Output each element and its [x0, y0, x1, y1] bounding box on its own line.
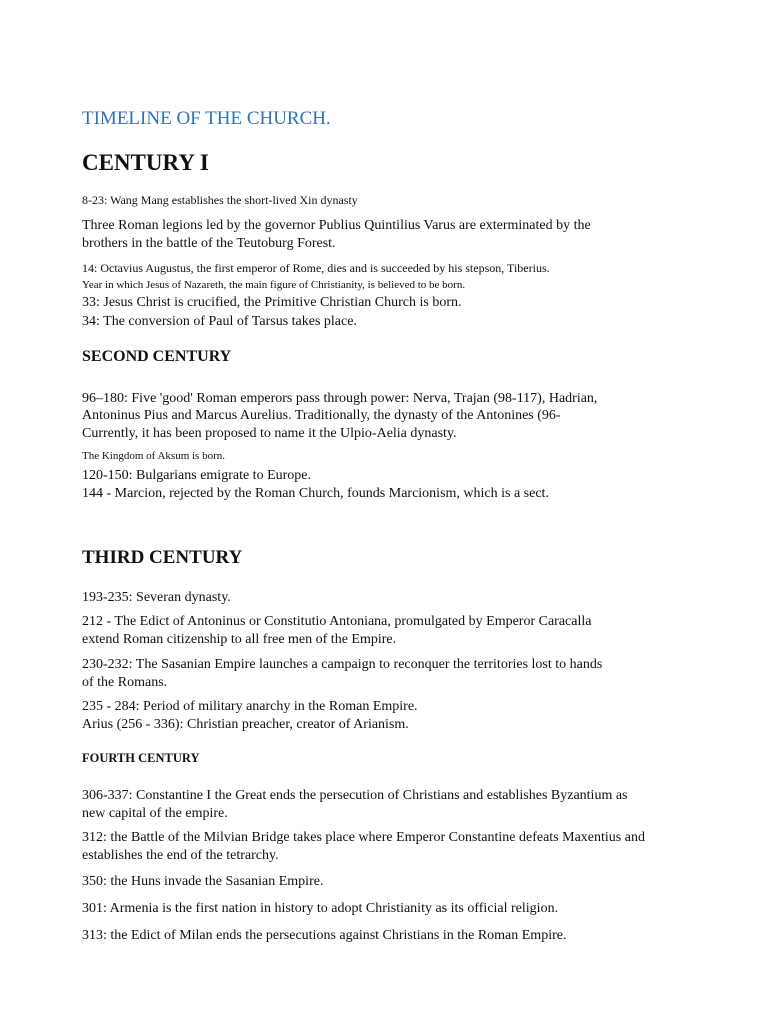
entry-235-284: 235 - 284: Period of military anarchy in the Roman Empire. — [82, 699, 418, 714]
entry-144: 144 - Marcion, rejected by the Roman Church, founds Marcionism, which is a sect. — [82, 486, 549, 501]
entry-306-337-line-1: 306-337: Constantine I the Great ends the persecution of Christians and establishes Byzantium as — [82, 788, 628, 803]
entry-varus-line-2: brothers in the battle of the Teutoburg Forest. — [82, 236, 336, 251]
entry-jesus-birth: Year in which Jesus of Nazareth, the main figure of Christianity, is believed to be born. — [82, 279, 466, 291]
entry-230-232-line-1: 230-232: The Sasanian Empire launches a campaign to reconquer the territories lost to hands — [82, 657, 603, 672]
entry-306-337-line-2: new capital of the empire. — [82, 806, 228, 821]
entry-34: 34: The conversion of Paul of Tarsus takes place. — [82, 314, 357, 329]
entry-varus-line-1: Three Roman legions led by the governor Publius Quintilius Varus are exterminated by the — [82, 218, 591, 233]
entry-312-line-1: 312: the Battle of the Milvian Bridge takes place where Emperor Constantine defeats Maxentius and — [82, 830, 645, 845]
entry-14: 14: Octavius Augustus, the first emperor of Rome, dies and is succeeded by his stepson, Tiberius. — [82, 261, 550, 275]
entry-8-23: 8-23: Wang Mang establishes the short-lived Xin dynasty — [82, 193, 358, 207]
entry-arius: Arius (256 - 336): Christian preacher, creator of Arianism. — [82, 717, 409, 732]
entry-96-180-line-1: 96–180: Five 'good' Roman emperors pass through power: Nerva, Trajan (98-117), Hadrian, — [82, 391, 598, 406]
document-title: TIMELINE OF THE CHURCH. — [82, 108, 331, 129]
entry-301: 301: Armenia is the first nation in history to adopt Christianity as its official religion. — [82, 901, 559, 916]
entry-312-line-2: establishes the end of the tetrarchy. — [82, 848, 279, 863]
heading-century-3: THIRD CENTURY — [82, 547, 243, 568]
entry-350: 350: the Huns invade the Sasanian Empire. — [82, 874, 324, 889]
entry-230-232-line-2: of the Romans. — [82, 675, 168, 690]
entry-96-180-line-2: Antoninus Pius and Marcus Aurelius. Traditionally, the dynasty of the Antonines (96- — [82, 408, 561, 423]
entry-120-150: 120-150: Bulgarians emigrate to Europe. — [82, 468, 311, 483]
entry-212-line-2: extend Roman citizenship to all free men of the Empire. — [82, 632, 397, 647]
entry-313: 313: the Edict of Milan ends the persecutions against Christians in the Roman Empire. — [82, 928, 567, 943]
heading-century-1: CENTURY I — [82, 150, 209, 175]
entry-212-line-1: 212 - The Edict of Antoninus or Constitutio Antoniana, promulgated by Emperor Caracalla — [82, 614, 592, 629]
entry-aksum: The Kingdom of Aksum is born. — [82, 450, 225, 462]
heading-century-4: FOURTH CENTURY — [82, 751, 200, 765]
heading-century-2: SECOND CENTURY — [82, 348, 232, 365]
entry-33: 33: Jesus Christ is crucified, the Primitive Christian Church is born. — [82, 295, 462, 310]
entry-96-180-line-3: Currently, it has been proposed to name it the Ulpio-Aelia dynasty. — [82, 426, 457, 441]
entry-193-235: 193-235: Severan dynasty. — [82, 590, 231, 605]
